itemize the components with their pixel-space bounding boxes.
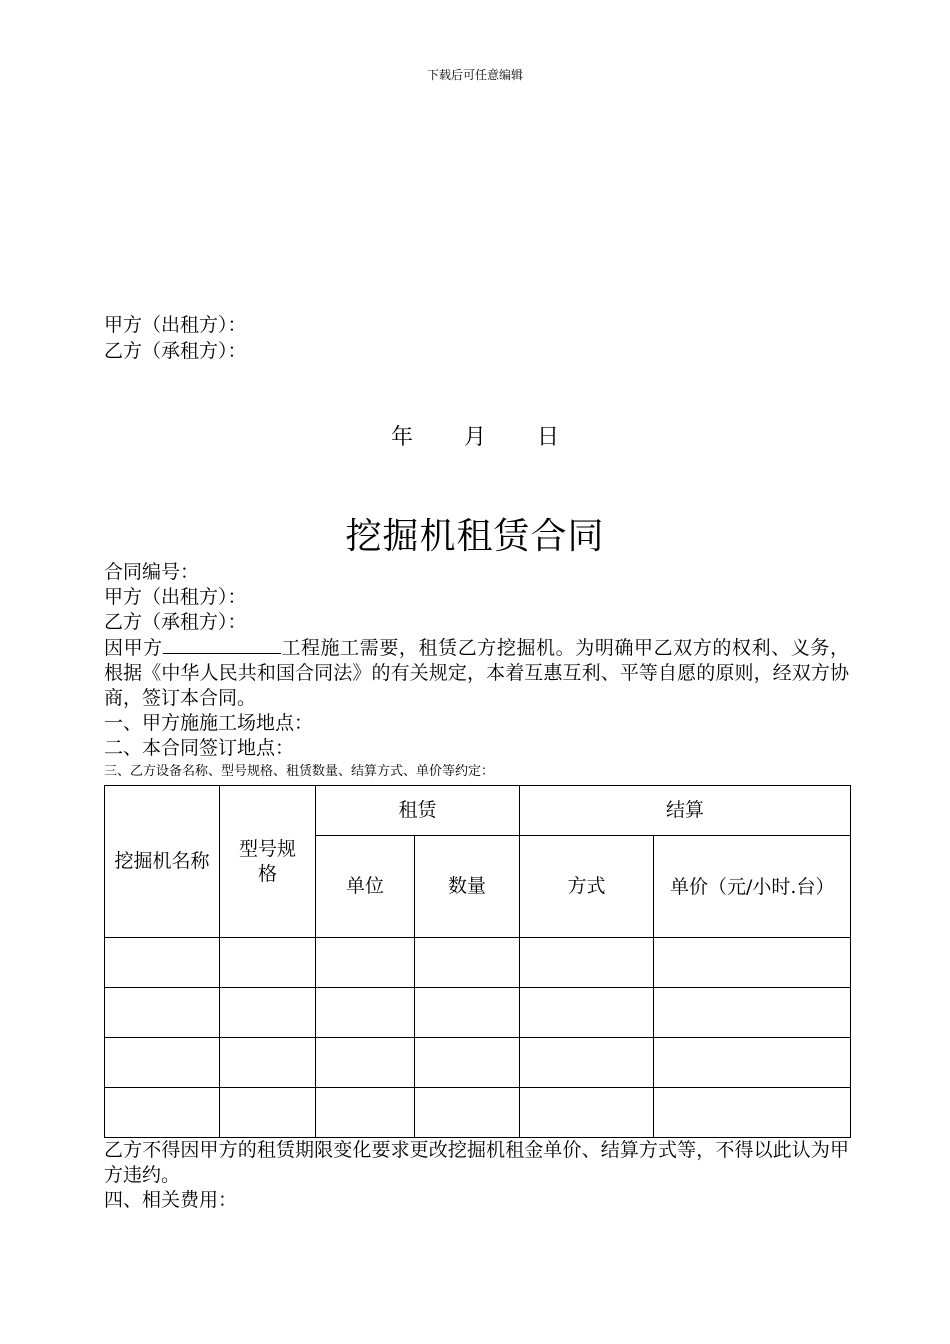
table-cell[interactable] xyxy=(520,1088,654,1138)
table-cell[interactable] xyxy=(220,1088,316,1138)
header-quantity: 数量 xyxy=(415,836,520,938)
table-cell[interactable] xyxy=(520,988,654,1038)
cover-party-b: 乙方（承租方）： xyxy=(104,340,247,362)
table-cell[interactable] xyxy=(520,938,654,988)
table-cell[interactable] xyxy=(105,938,220,988)
date-month: 月 xyxy=(463,425,486,450)
document-title: 挖掘机租赁合同 xyxy=(345,516,605,557)
header-model: 型号规格 xyxy=(220,786,316,938)
table-cell[interactable] xyxy=(105,988,220,1038)
contract-number: 合同编号： xyxy=(104,561,200,583)
table-row xyxy=(105,988,851,1038)
cover-parties xyxy=(104,312,247,364)
header-unit: 单位 xyxy=(316,836,415,938)
project-name-blank[interactable] xyxy=(163,635,281,654)
header-settle-group: 结算 xyxy=(520,786,851,836)
table-cell[interactable] xyxy=(654,1038,851,1088)
header-note: 下载后可任意编辑 xyxy=(426,68,523,82)
date-day: 日 xyxy=(537,425,560,450)
clause-4: 四、相关费用： xyxy=(104,1189,238,1211)
note-after-table: 乙方不得因甲方的租赁期限变化要求更改挖掘机租金单价、结算方式等，不得以此认为甲方违约。 xyxy=(104,1139,849,1186)
cover-date xyxy=(0,420,950,451)
intro-paragraph xyxy=(104,635,849,711)
table-row xyxy=(105,938,851,988)
header-method: 方式 xyxy=(520,836,654,938)
clause-1: 一、甲方施施工场地点： xyxy=(104,712,314,734)
intro-prefix: 因甲方 xyxy=(104,637,163,659)
table-row xyxy=(105,1038,851,1088)
table-cell[interactable] xyxy=(415,1038,520,1088)
clause-2: 二、本合同签订地点： xyxy=(104,737,295,759)
table-cell[interactable] xyxy=(654,988,851,1038)
rental-table xyxy=(104,785,851,1138)
table-cell[interactable] xyxy=(220,1038,316,1088)
table-cell[interactable] xyxy=(415,1088,520,1138)
contract-party-a: 甲方（出租方）： xyxy=(104,586,247,608)
table-cell[interactable] xyxy=(105,1088,220,1138)
header-unit-price: 单价（元/小时.台） xyxy=(654,836,851,938)
table-cell[interactable] xyxy=(105,1038,220,1088)
contract-body xyxy=(104,560,849,1213)
table-cell[interactable] xyxy=(316,938,415,988)
header-machine-name: 挖掘机名称 xyxy=(105,786,220,938)
header-lease-group: 租赁 xyxy=(316,786,520,836)
contract-party-b: 乙方（承租方）： xyxy=(104,611,247,633)
table-cell[interactable] xyxy=(316,988,415,1038)
date-year: 年 xyxy=(390,425,413,450)
intro-rest: 工程施工需要，租赁乙方挖掘机。为明确甲乙双方的权利、义务，根据《中华人民共和国合同法》的有关规定，本着互惠互利、平等自愿的原则，经双方协商，签订本合同。 xyxy=(104,637,849,709)
cover-party-a: 甲方（出租方）： xyxy=(104,314,247,336)
table-cell[interactable] xyxy=(415,988,520,1038)
table-row xyxy=(105,1088,851,1138)
clause-3: 三、乙方设备名称、型号规格、租赁数量、结算方式、单价等约定： xyxy=(104,764,495,779)
table-cell[interactable] xyxy=(316,1038,415,1088)
table-cell[interactable] xyxy=(654,1088,851,1138)
table-cell[interactable] xyxy=(520,1038,654,1088)
table-cell[interactable] xyxy=(220,938,316,988)
table-cell[interactable] xyxy=(415,938,520,988)
table-cell[interactable] xyxy=(316,1088,415,1138)
table-cell[interactable] xyxy=(220,988,316,1038)
table-cell[interactable] xyxy=(654,938,851,988)
